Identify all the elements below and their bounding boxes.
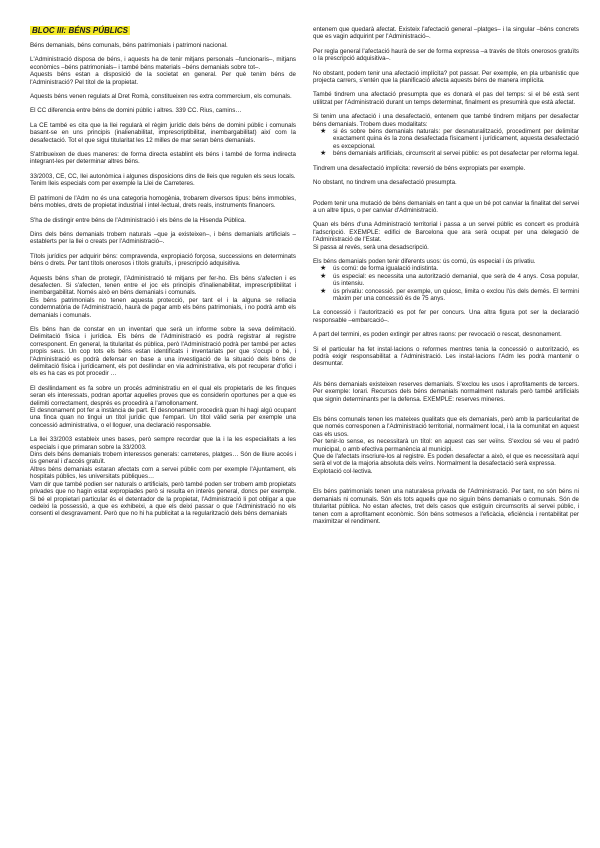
uses-list: [313, 265, 579, 302]
star-bullet-icon: ★: [320, 272, 327, 280]
paragraph: La llei 33/2003 estableix unes bases, però sempre recordar que la i la les especialitats a les especials i que primaran sobre la 33/2003.: [30, 436, 296, 451]
list-item: ★ si és sobre béns demanials naturals: per desnaturalització, procediment per delimitar exactament quina és la zona desafectada físicament i jurídicament, aquesta desafectació es excepcional.: [320, 128, 579, 150]
paragraph: Altres béns demanials estaran afectats com a servei públic com per exemple l'Ajuntament, els hospitals públics, les universitats públiques…: [30, 465, 296, 481]
star-bullet-icon: ★: [320, 150, 327, 158]
star-bullet-icon: ★: [320, 265, 327, 273]
list-item: ★ béns demanials artificials, circumscrit al servei públic: es pot desafectar per reforma legal.: [320, 150, 579, 158]
paragraph: S'atribueixen de dues maneres: de forma directa establint els béns i també de forma indirecta integrant-les per determinar altres béns.: [30, 151, 296, 166]
paragraph: La concessió i l'autorització es pot fer per concurs. Una altra figura pot ser la declaració responsable –embarcació–.: [313, 309, 579, 324]
paragraph: No obstant, podem tenir una afectació implícita? pot passar. Per exemple, en pla urbanístic que projecta carrers, s'entén que la planificació afecta aquests béns de manera implícita.: [313, 69, 579, 85]
document-title: BLOC III: BÉNS PÚBLICS: [32, 26, 129, 35]
paragraph: Els béns demanials poden tenir diferents usos: ús comú, ús especial i ús privatiu.: [313, 257, 536, 265]
paragraph: Els béns patrimonials tenen una naturalesa privada de l'Administració. Per tant, no són béns ni demanials ni comunals. Són els tots aquells que no siguin béns demanials o comunals. Són de titularitat pública. No estan afectes, tret dels casos que estiguin circumscrits al servei públic, i tenen com a aprofitament econòmic. Són béns sotmesos a l'eficàcia, eficiència i rentabilitat per maximitzar el rendiment.: [313, 488, 579, 525]
paragraph: L'Administració disposa de béns, i aquests ha de tenir mitjans personals –funcionaris–, mitjans econòmics –béns patrimonials– i també béns materials –béns demanials sobre tot–.: [30, 56, 296, 71]
paragraph: Als béns demanials existeixen reserves demanials. S'exclou les usos i aprofitaments de tercers. Per exemple: Iorari. Recursos dels béns demanials normalment naturals però també artificials que signin determinants per la defensa. EXEMPLE: reserves mineres.: [313, 380, 579, 403]
paragraph: Aquests béns estan a disposició de la societat en general. Per què tenim béns de l'Administració? Pel títol de la propietat.: [30, 71, 296, 86]
paragraph: Béns demanials, béns comunals, béns patrimonials i patrimoni nacional.: [30, 42, 228, 49]
paragraph: El patrimoni de l'Adm no és una categoria homogènia, trobarem diversos tipus: béns immobles, béns mobles, drets de propietat industrial i intel·lectual, drets reals, instruments financers.: [30, 194, 296, 210]
paragraph: Els béns patrimonials no tenen aquesta protecció, per tant el i la alguna se rellacia condemnatòria de l'Administració, haurà de pagar amb els béns patrimonials, i no podrà amb els demanials i comunals.: [30, 296, 296, 319]
paragraph: S'ha de distingir entre béns de l'Administració i els béns de la Hisenda Pública.: [30, 216, 246, 224]
paragraph: 33/2003, CE, CC, llei autonòmica i algunes disposicions dins de lleis que regulen els seus locals.: [30, 172, 296, 180]
paragraph: Per tenir-lo sense, es necessitarà un títol: en aquest cas ser veïns. S'exclou sé veu el padró municipal, o amb efectiva permanència al municipi.: [313, 438, 579, 453]
paragraph: Els béns han de constar en un inventari que serà un informe sobre la seva delimitació. Delimitació física i jurídica. Els béns de l'Administració es podrà registrar al registre corresponent. En general, la titularitat és pública, però l'Administració podrà per també per actes propis seus. Un cop tots els béns estan identificats i inventariats per que s'ocupi o bé, i l'Administració es podrà defensar en base a una investigació de la situació dels béns de delimitació física i jurídicament, els pot desllindar en via administrativa, els pot recuperar d'ofici i els es ha cas es pot procedir …: [30, 325, 296, 378]
paragraph: Dins dels béns demanials trobem interessos generals: carreteres, platges… Són de lliure accés i ús general i d'accés gratuït.: [30, 451, 296, 466]
paragraph: Si el particular ha fet instal·lacions o reformes mentres tenia la concessió o autorització, es podrà exigir responsabilitat a l'Administració. Les instal·lacions l'Adm les podrà mantenir o desmuntar.: [313, 345, 579, 368]
paragraph: No obstant, no tindrem una desafectació presumpta.: [313, 179, 457, 187]
paragraph: El desnonament pot fer a instància de part. El desnonament procedirà quan hi hagi algú ocupant una finca quan no tingui un títol jurídic que l'empari. Un títol vàlid seria per exemple una concessió administrativa, o el lloguer, una declaració responsable.: [30, 407, 296, 429]
list-item: ★ ús especial: es necessita una autorització demanial, que serà de 4 anys. Cosa popular, ús intensiu.: [320, 272, 579, 288]
paragraph: La CE també es cita que la llei regularà el règim jurídic dels béns de domini públic i comunals basant-se en uns principis (inalienabilitat, imprescriptibilitat, inembargabilitat) així com la desafectació. Tot el que sigui titularitat les 12 milles de mar seran béns demanials.: [30, 121, 296, 144]
paragraph: Aquests béns venen regulats al Dret Romà, constitueixen res extra commercium, els comunals.: [30, 93, 292, 101]
paragraph: Aquests béns s'han de protegir, l'Administració té mitjans per fer-ho. Els béns s'afecten i es desafecten. Si s'afecten, tenen entre el joc els principis d'inalienabilitat, imprescriptibilitat i inembargabilitat. Només això en béns demanials i comunals.: [30, 274, 296, 297]
star-bullet-icon: ★: [320, 287, 327, 295]
paragraph: El desllindament es fa sobre un procés administratiu en el qual els propietaris de les finques seran els interessats, podran aportar aquelles proves que es considerin oportunes per a que es delimiti correctament, després es procedirà a l'amollonament.: [30, 384, 296, 407]
paragraph: entenem que quedarà afectat. Existeix l'afectació general –platges– i la singular –béns concrets que es vagin adquirint per l'Administració–.: [313, 26, 579, 41]
paragraph: Tenim lleis especials com per exemple la Llei de Carreteres.: [30, 180, 195, 188]
paragraph: Explotació col·lectiva.: [313, 467, 373, 475]
list-item: ★ ús privatiu: concessió. per exemple, un quiosc, limita o exclou l'ús dels demés. El termini màxim per una concessió és de 75 anys.: [320, 287, 579, 302]
paragraph: Que de l'afectats inscriure-los al registre. Es poden desafectar a això, el que es necessitarà aquí serà el vot de la majoria absoluta dels veïns. Normalment la desafectació serà expressa.: [313, 453, 579, 468]
paragraph: Quan els béns d'una Administració territorial i passa a un servei públic es concert es produirà l'adscripció. EXEMPLE: edifici de Barcelona que ara serà ocupat per una delegació de l'Administració de l'Estat.: [313, 221, 579, 244]
paragraph: Vam dir que també podien ser naturals o artificials, però també poden ser trobem amb propietats privades que no hagin estat expropiades però si resulta en interès general, doncs per exemple. Si bé el propietari particular és el detentador de la propietat, l'Administració li pot obligar a que cedeixi la possessió, a que es exhibeixi, a que els deixi passar o que l'Administració no els consenti el desgravament. Però que no hi ha publicitat a la regularització dels béns demanials: [30, 480, 296, 518]
star-bullet-icon: ★: [320, 128, 327, 136]
paragraph: A part del termini, es poden extingir per altres raons: per revocació o rescat, desnonament.: [313, 331, 562, 339]
list-item: ★ ús comú: de forma igualació indistinta.: [320, 265, 439, 273]
right-column: [313, 26, 579, 532]
paragraph: Els béns comunals tenen les mateixes qualitats que els demanials, però amb la particularitat de que només corresponen a l'Administració territorial, normalment local, i la la comunitat en aquest cas els usos.: [313, 416, 579, 438]
desafectation-list: [313, 128, 579, 158]
paragraph: El CC diferencia entre béns de domini públic i altres. 339 CC. Rius, camins…: [30, 107, 242, 115]
paragraph: Tindrem una desafectació implícita: reversió de béns expropiats per exemple.: [313, 164, 526, 172]
paragraph: També tindrem una afectació presumpta que es donarà el pas del temps: si el bé està sent utilitzat per l'Administració durant un temps determinat, finalment es presumirà que està afectat.: [313, 91, 579, 106]
paragraph: Per regla general l'afectació haurà de ser de forma expressa –a través de títols onerosos gratuïts o la prescripció adquisitiva–.: [313, 47, 580, 63]
paragraph: Dins dels béns demanials trobem naturals –que ja existeixen–, i béns demanials artificials –establerts per la llei o creats per l'Administració–.: [30, 230, 296, 246]
paragraph: Podem tenir una mutació de béns demanials en tant a que un bé pot canviar la finalitat del servei a un altre tipus, o per canviar d'Administració.: [313, 199, 579, 214]
paragraph: Si tenim una afectació i una desafectació, entenem que també tindrem mitjans per desafectar béns demanials. Trobem dues modalitats:: [313, 113, 579, 128]
paragraph: Títols jurídics per adquirir béns: compravenda, expropiació forçosa, successions en determinats béns o drets. Per tant títols onerosos i títols gratuïts, i prescripció adquisitiva.: [30, 252, 296, 268]
left-column: [30, 26, 296, 525]
paragraph: Si passa al revés, serà una desadscripció.: [313, 243, 429, 251]
